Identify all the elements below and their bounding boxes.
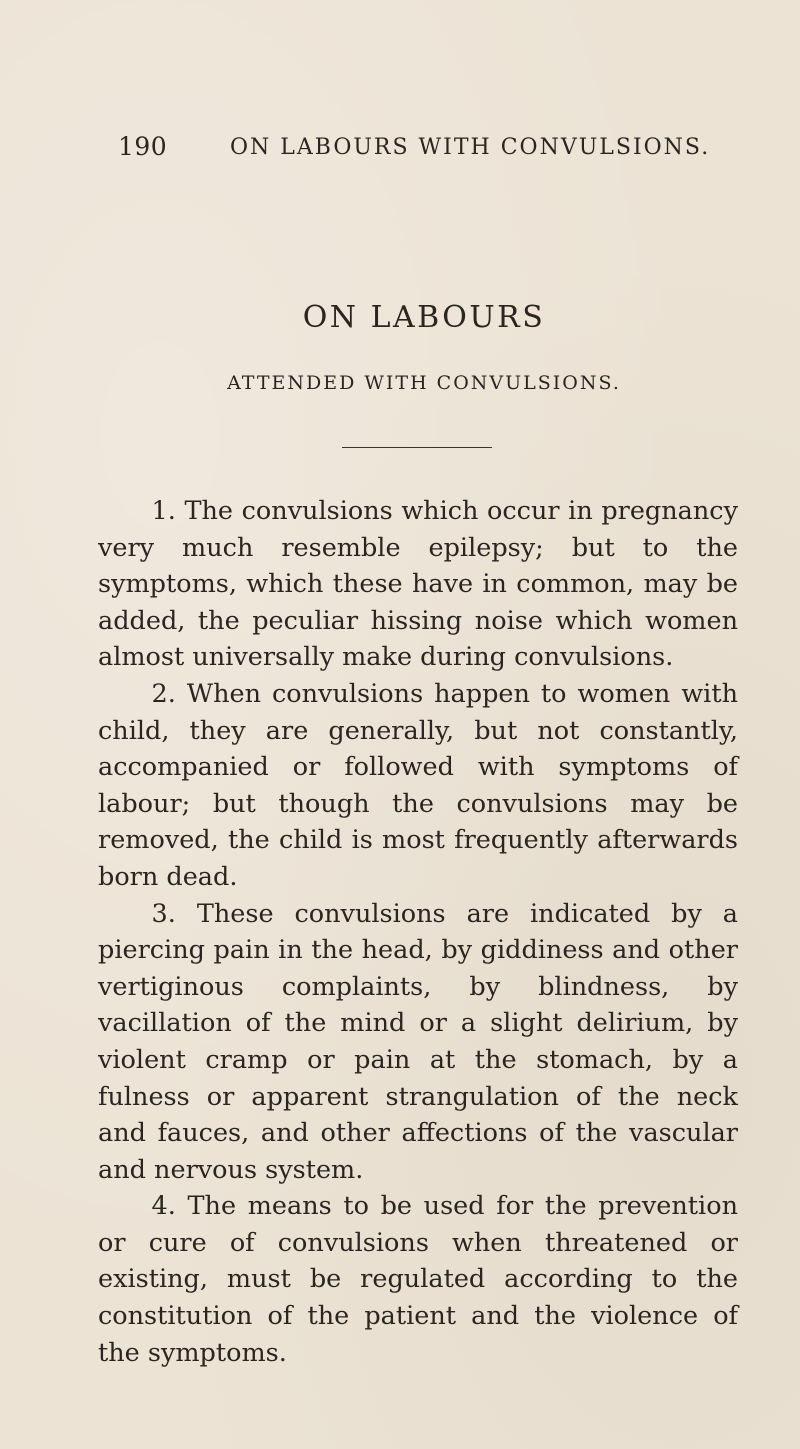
paragraph-text: When convulsions happen to women with child, they are generally, but not constantly, accompanied or followed with symptoms of labour; but though the convulsions may be removed, the child is most frequently afterwards born dead.: [98, 678, 738, 892]
chapter-title: ON LABOURS: [302, 300, 546, 335]
paragraph-text: The convulsions which occur in pregnancy very much resemble epilepsy; but to the symptoms, which these have in common, may be added, the peculiar hissing noise which women almost universally make during convulsions.: [98, 496, 738, 673]
paragraph-number: 3.: [151, 898, 176, 929]
body-text: [98, 493, 738, 1371]
running-header: [118, 132, 758, 168]
paragraph-number: 4.: [151, 1191, 176, 1222]
paragraph-number: 1.: [151, 496, 176, 526]
title-divider: [342, 447, 492, 448]
page-number: 190: [118, 132, 168, 161]
paragraph-text: The means to be used for the prevention or cure of convulsions when threatened or existing, must be regulated according to the constitution of the patient and the violence of the symptoms.: [98, 1191, 738, 1368]
running-title: ON LABOURS WITH CONVULSIONS.: [230, 135, 711, 160]
paragraph-text: These convulsions are indicated by a piercing pain in the head, by giddiness and other vertiginous complaints, by blindness, by vacillation of the mind or a slight delirium, by violent cramp or pain at the stomach, by a fulness or apparent strangulation of the neck and fauces, and other affections of the vascular and nervous system.: [98, 898, 739, 1185]
chapter-subtitle: ATTENDED WITH CONVULSIONS.: [227, 372, 621, 394]
paragraph-number: 2.: [151, 678, 176, 709]
paragraph-4: [98, 1188, 738, 1371]
paragraph-3: [98, 896, 738, 1189]
paragraph-2: [98, 676, 738, 896]
paragraph-1: [98, 493, 738, 676]
